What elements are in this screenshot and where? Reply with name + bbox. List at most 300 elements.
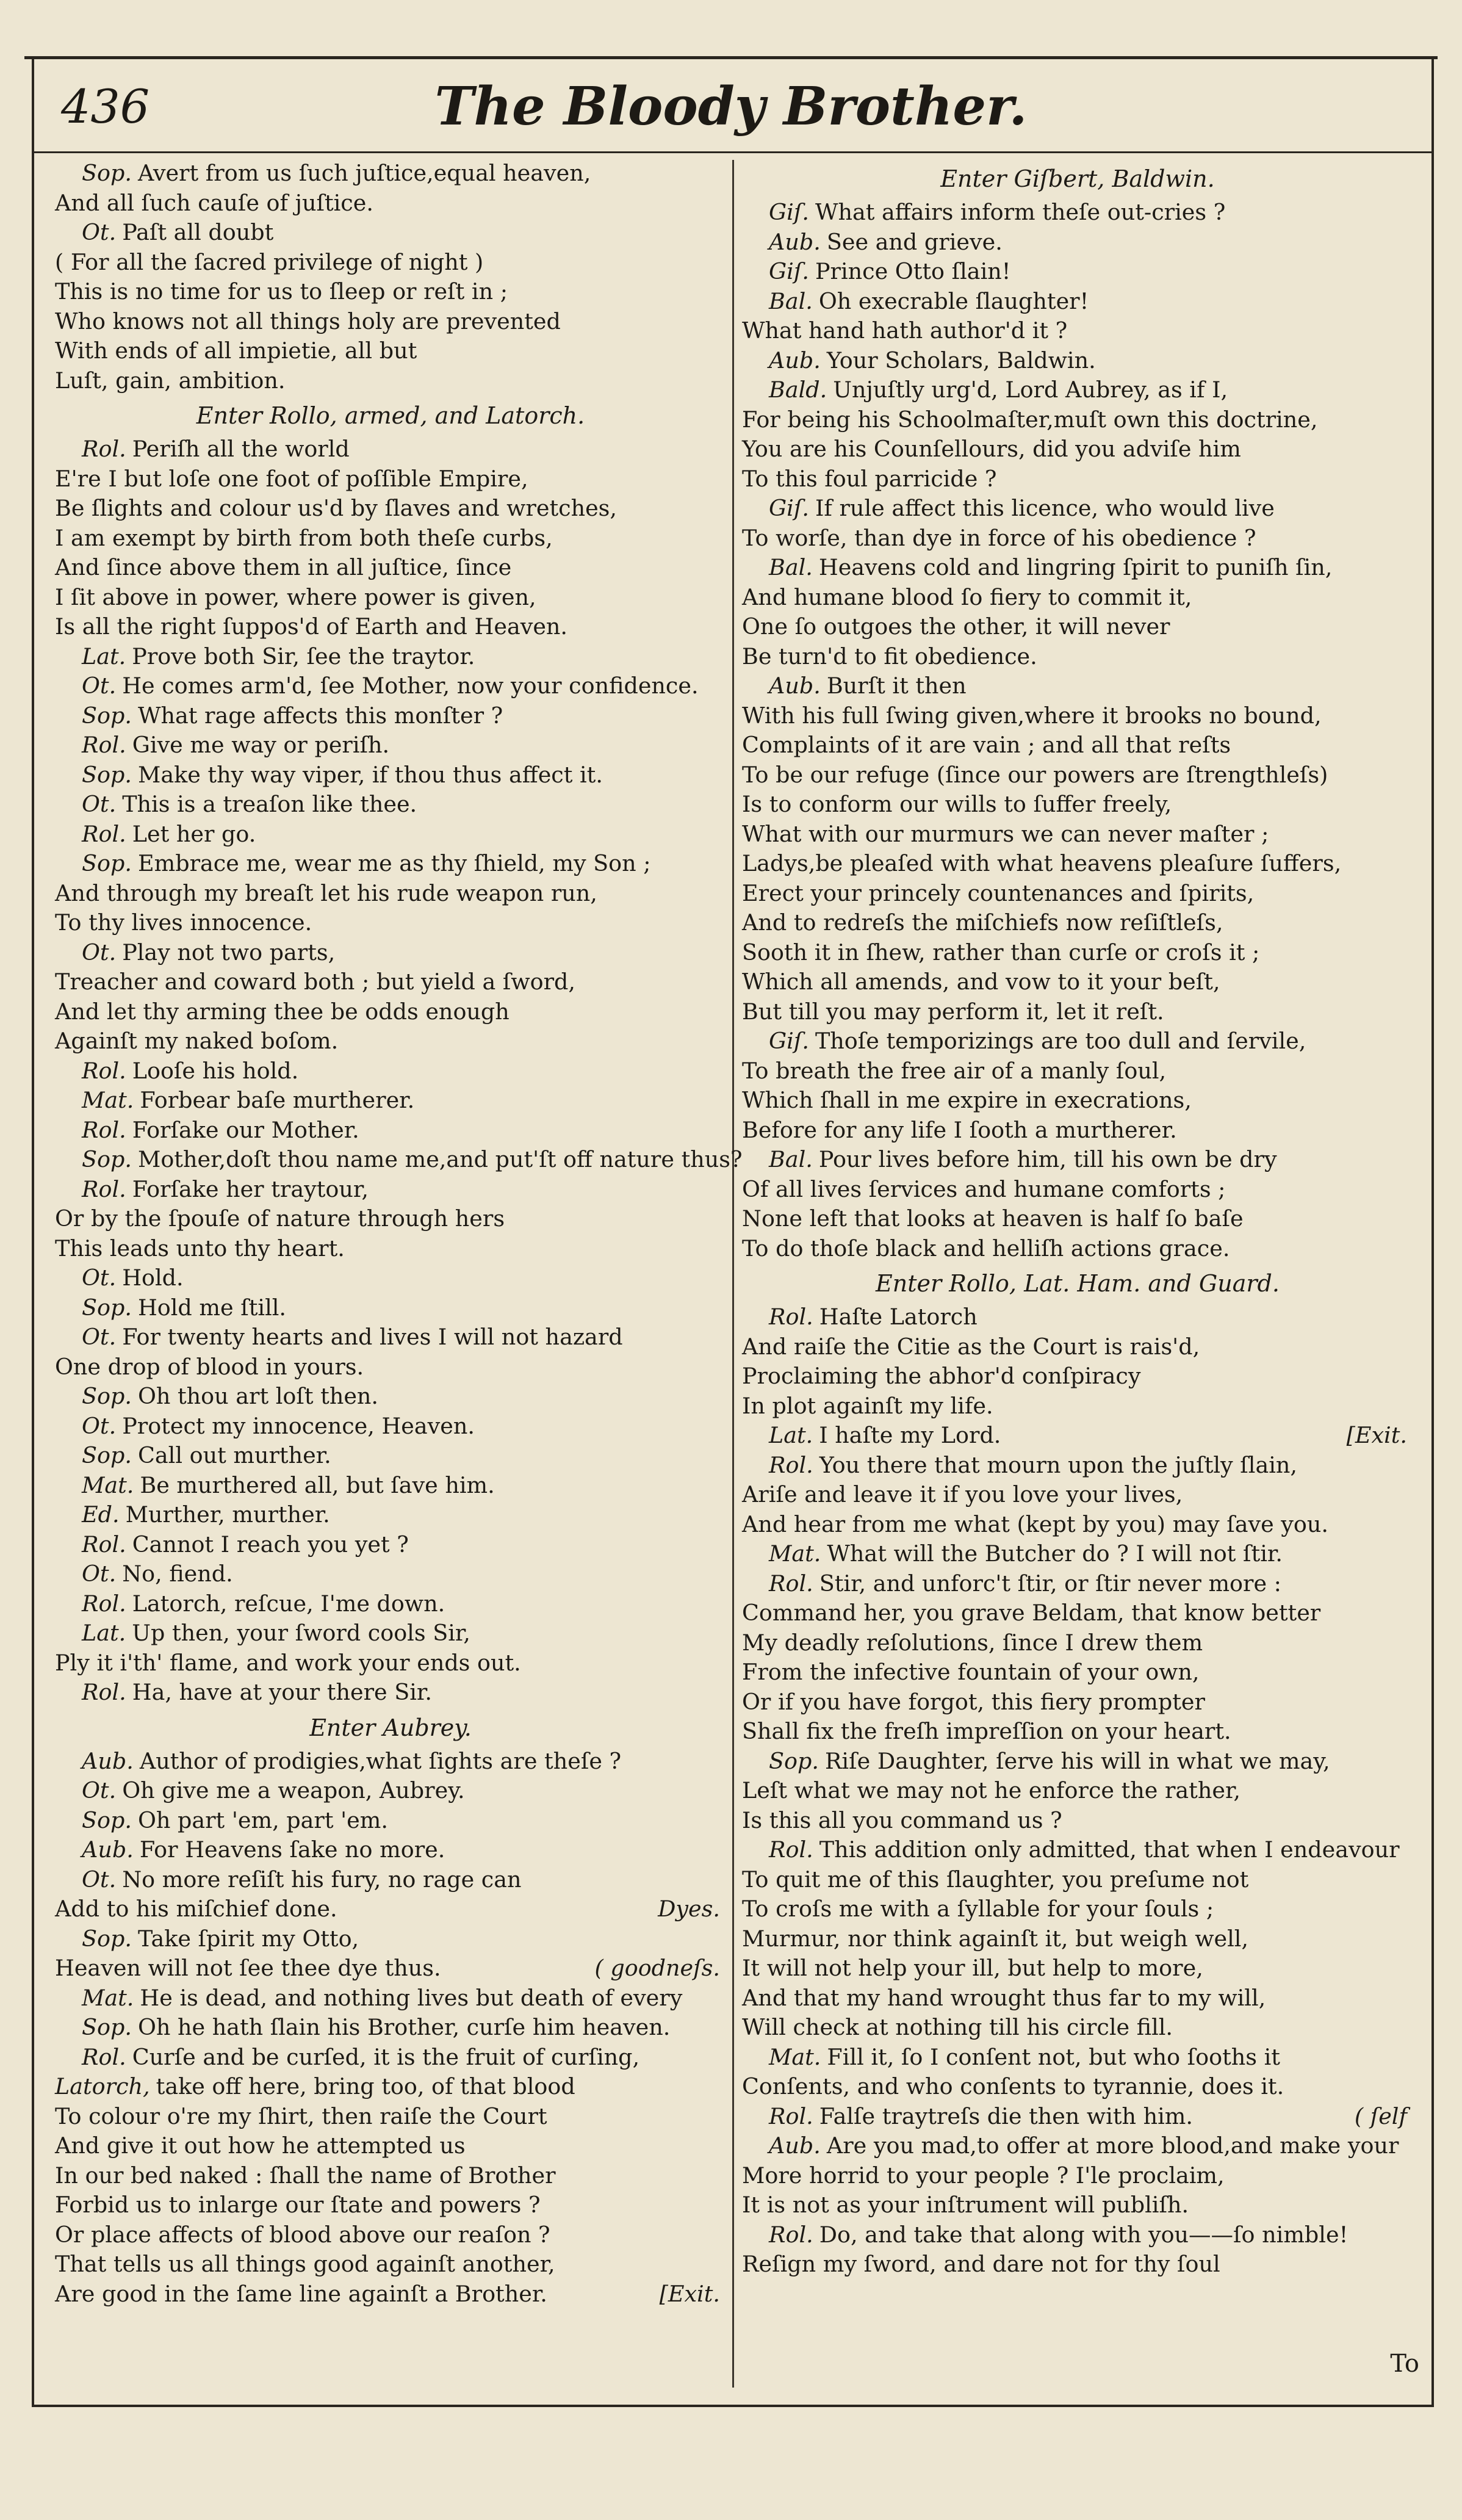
line-text: Paſt all doubt [122,219,274,245]
verse-line [742,553,1413,583]
line-text: Are you mad,to offer at more blood,and make your [826,2132,1399,2159]
verse-line [55,967,726,997]
verse-line [55,1323,726,1352]
line-text: Be murthered all, but ſave him. [140,1471,495,1498]
speaker-label: Ot. [82,791,117,817]
line-text: Enter Aubrey. [309,1714,472,1741]
line-text: Or place affects of blood above our reaſon ? [55,2221,550,2248]
line-text: Pour lives before him, till his own be dry [818,1146,1277,1172]
line-text: And let thy arming thee be odds enough [55,998,510,1025]
line-text: To breath the free air of a manly ſoul, [742,1057,1167,1084]
verse-line [55,2013,726,2043]
line-text: I ſit above in power, where power is given, [55,583,536,610]
verse-line [55,1056,726,1086]
speaker-label: Ot. [82,1561,117,1587]
speaker-label: Rol. [82,732,126,758]
verse-line [742,346,1413,376]
verse-line [55,524,726,554]
speaker-label: Rol. [82,1590,126,1617]
speaker-label: Sop. [82,702,132,729]
line-text: To colour o're my ſhirt, then raiſe the Court [55,2103,547,2129]
verse-line [55,435,726,464]
speaker-label: Rol. [82,1057,126,1084]
stage-direction [742,159,1413,198]
speaker-label: Aub. [82,1836,134,1863]
line-text: For twenty hearts and lives I will not hazard [122,1324,623,1350]
line-text: What with our murmurs we can never maſter ; [742,820,1269,847]
line-text: I am exempt by birth from both theſe curbs, [55,524,553,551]
line-text: Murther, murther. [125,1501,330,1528]
line-text: Your Scholars, Baldwin. [826,347,1096,374]
verse-line [55,1924,726,1954]
line-text: Reſign my ſword, and dare not for thy ſoul [742,2251,1220,2277]
speaker-label: Bal. [769,554,813,580]
line-text: Is all the right ſuppos'd of Earth and Heaven. [55,613,568,640]
verse-line [742,1924,1413,1954]
line-text: Oh execrable ſlaughter! [818,287,1089,314]
speaker-label: Sop. [82,1925,132,1952]
speaker-label: Ot. [82,939,117,966]
line-text: Forbear baſe murtherer. [140,1087,415,1113]
verse-line [742,1776,1413,1806]
line-text: He is dead, and nothing lives but death of every [140,1984,683,2011]
verse-line [742,760,1413,790]
speaker-label: Sop. [769,1747,819,1774]
speaker-label: Ot. [82,1777,117,1803]
verse-line [55,218,726,248]
right-margin-note: Dyes. [658,1896,720,1922]
verse-line [55,790,726,820]
line-text: Which ſhall in me expire in execrations, [742,1087,1192,1113]
verse-line [742,1806,1413,1836]
speaker-label: Mat. [82,1087,134,1113]
line-text: Unjuſtly urg'd, Lord Aubrey, as if I, [833,377,1228,403]
verse-line [55,1027,726,1056]
verse-line [742,1569,1413,1599]
running-title: The Bloody Brother. [434,76,1028,137]
line-text: No, fiend. [122,1561,233,1587]
verse-line [742,938,1413,968]
speaker-label: Giſ. [769,1028,809,1054]
verse-line [742,464,1413,494]
line-text: And give it out how he attempted us [55,2132,466,2159]
speaker-label: Sop. [82,1807,132,1833]
speaker-label: Rol. [82,1531,126,1558]
speaker-label: Rol. [82,2043,126,2070]
speaker-label: Giſ. [769,495,809,521]
verse-line [742,731,1413,760]
verse-line [742,2131,1413,2161]
verse-line [742,1302,1413,1332]
page-header [43,67,1419,146]
verse-line [742,967,1413,997]
line-text: It is not as your inſtrument will publiſh. [742,2192,1189,2218]
line-text: take off here, bring too, of that blood [156,2073,575,2099]
line-text: What rage affects this monſter ? [137,702,503,729]
line-text: What affairs inform theſe out-cries ? [815,199,1226,225]
verse-line [742,1086,1413,1116]
line-text: Conſents, and who conſents to tyrannie, does it. [742,2073,1284,2099]
verse-line [742,1688,1413,1717]
verse-line [742,2102,1413,2132]
speaker-label: Lat. [82,1620,126,1646]
verse-line [55,1559,726,1589]
speaker-label: Sop. [82,1294,132,1321]
speaker-label: Rol. [82,1116,126,1143]
line-text: Heaven will not ſee thee dye thus. [55,1955,441,1981]
verse-line [55,1747,726,1777]
verse-line [742,405,1413,435]
line-text: Avert from us ſuch juſtice,equal heaven, [137,160,591,186]
verse-line [55,1204,726,1234]
verse-line [742,435,1413,464]
speaker-label: Rol. [82,820,126,847]
verse-line [742,1204,1413,1234]
verse-line [55,583,726,613]
speaker-label: Sop. [82,2014,132,2040]
verse-line [55,1500,726,1530]
line-text: But till you may perform it, let it reſt. [742,998,1164,1025]
line-text: Curſe and be curſed, it is the fruit of curſing, [132,2043,640,2070]
speaker-label: Rol. [82,1175,126,1202]
line-text: Murmur, nor think againſt it, but weigh well, [742,1925,1249,1952]
line-text: Oh thou art loſt then. [137,1383,379,1409]
line-text: This leads unto thy heart. [55,1235,345,1262]
speaker-label: Mat. [769,1540,821,1567]
line-text: To thy lives innocence. [55,909,312,936]
speaker-label: Ot. [82,1412,117,1439]
stage-direction [55,1708,726,1747]
line-text: And that my hand wrought thus far to my will, [742,1984,1266,2011]
verse-line [742,198,1413,228]
verse-line [55,731,726,760]
line-text: Riſe Daughter, ſerve his will in what we may, [824,1747,1330,1774]
verse-line [55,1776,726,1806]
speaker-label: Aub. [769,673,821,699]
line-text: Periſh all the world [132,436,350,462]
page-number: 436 [61,79,150,134]
speaker-label: Aub. [769,228,821,255]
verse-line [742,1145,1413,1175]
verse-line [55,159,726,189]
line-text: Command her, you grave Beldam, that know better [742,1600,1321,1626]
line-text: Proclaiming the abhor'd conſpiracy [742,1363,1141,1389]
verse-line [742,642,1413,672]
verse-line [742,316,1413,346]
line-text: Enter Rollo, armed, and Latorch. [196,402,585,429]
line-text: Forbid us to inlarge our ſtate and powers ? [55,2192,541,2218]
line-text: Author of prodigies,what ſights are theſe ? [139,1747,622,1774]
verse-line [55,464,726,494]
line-text: Enter Giſbert, Baldwin. [940,165,1215,192]
line-text: What hand hath author'd it ? [742,317,1068,344]
catchword: To [1390,2350,1419,2378]
verse-line [742,375,1413,405]
verse-line [55,820,726,850]
verse-line [55,1954,726,1984]
verse-line [742,908,1413,938]
line-text: For being his Schoolmaſter,muſt own this doctrine, [742,406,1318,433]
line-text: One drop of blood in yours. [55,1353,364,1380]
line-text: And all ſuch cauſe of juſtice. [55,189,373,216]
left-column [55,159,743,2309]
line-text: Up then, your ſword cools Sir, [132,1620,470,1646]
line-text: Enter Rollo, Lat. Ham. and Guard. [876,1270,1280,1297]
speaker-label: Ot. [82,1324,117,1350]
verse-line [742,257,1413,287]
verse-line [55,189,726,218]
speaker-label: Lat. [769,1422,813,1448]
line-text: I haſte my Lord. [819,1422,1001,1448]
line-text: See and grieve. [826,228,1003,255]
line-text: Hold me ſtill. [137,1294,287,1321]
line-text: No more reſiſt his fury, no rage can [122,1866,522,1893]
frame-top-rule [24,56,1438,59]
verse-line [742,494,1413,524]
verse-line [55,2131,726,2161]
speaker-label: Giſ. [769,199,809,225]
verse-line [55,2220,726,2250]
verse-line [742,1027,1413,1056]
verse-line [55,908,726,938]
line-text: Treacher and coward both ; but yield a ſword, [55,969,576,995]
verse-line [55,277,726,307]
header-rule [34,151,1431,153]
frame-right-rule [1431,56,1434,2407]
line-text: For Heavens ſake no more. [139,1836,445,1863]
line-text: Erect your princely countenances and ſpirits, [742,879,1255,906]
speaker-label: Sop. [82,1383,132,1409]
verse-line [742,1894,1413,1924]
speaker-label: Mat. [769,2043,821,2070]
verse-line [55,1865,726,1895]
verse-line [742,1480,1413,1510]
speaker-label: Sop. [82,1442,132,1468]
line-text: Be ſlights and colour us'd by ſlaves and wretches, [55,495,618,521]
line-text: Ariſe and leave it if you love your lives, [742,1481,1183,1507]
line-text: To be our refuge (ſince our powers are ſtrengthleſs) [742,761,1328,788]
speaker-label: Rol. [769,1304,813,1330]
line-text: None left that looks at heaven is half ſo baſe [742,1205,1244,1232]
verse-line [742,1954,1413,1984]
line-text: Play not two parts, [122,939,336,966]
verse-line [55,1086,726,1116]
verse-line [55,2280,726,2309]
verse-line [55,1648,726,1678]
line-text: Fill it, ſo I conſent not, but who ſooths it [827,2043,1280,2070]
line-text: Ladys,be pleaſed with what heavens pleaſure ſuffers, [742,850,1342,876]
verse-line [742,1747,1413,1777]
line-text: From the infective fountain of your own, [742,1659,1200,1685]
line-text: One ſo outgoes the other, it will never [742,613,1170,640]
line-text: And ſince above them in all juſtice, ſince [55,554,512,580]
right-margin-note: ( goodneſs. [594,1955,720,1981]
verse-line [742,1451,1413,1481]
verse-line [55,1234,726,1264]
speaker-label: Ot. [82,219,117,245]
line-text: Do, and take that along with you——ſo nimble! [819,2221,1349,2248]
verse-line [742,879,1413,909]
verse-line [55,1835,726,1865]
verse-line [742,1056,1413,1086]
line-text: If rule affect this licence, who would live [815,495,1275,521]
line-text: To worſe, than dye in force of his obedience ? [742,524,1256,551]
speaker-label: Lat. [82,643,126,670]
line-text: You are his Counſellours, did you adviſe him [742,436,1241,462]
line-text: Forſake our Mother. [132,1116,359,1143]
verse-line [55,1263,726,1293]
verse-line [55,1806,726,1836]
line-text: What will the Butcher do ? I will not ſtir. [827,1540,1283,1567]
verse-line [55,1678,726,1708]
line-text: This is no time for us to ſleep or reſt in ; [55,278,508,305]
line-text: Call out murther. [137,1442,331,1468]
verse-line [55,2043,726,2073]
verse-line [742,1234,1413,1264]
line-text: And raiſe the Citie as the Court is rais'd, [742,1333,1200,1360]
verse-line [742,2250,1413,2280]
verse-line [55,248,726,278]
line-text: To quit me of this ſlaughter, you preſume not [742,1866,1249,1893]
line-text: Oh part 'em, part 'em. [137,1807,388,1833]
verse-line [742,2161,1413,2191]
verse-line [742,612,1413,642]
column-divider [732,160,734,2388]
line-text: Make thy way viper, if thou thus affect it. [137,761,603,788]
right-margin-note: ( ſelf [1354,2103,1407,2129]
speaker-label: Aub. [769,2132,821,2159]
line-text: Mother,doſt thou name me,and put'ſt off nature thus? [137,1146,743,1172]
line-text: And hear from me what (kept by you) may ſave you. [742,1511,1329,1537]
verse-line [55,553,726,583]
verse-line [742,1984,1413,2013]
line-text: Is to conform our wills to ſuffer freely, [742,791,1172,817]
verse-line [742,1510,1413,1540]
line-text: My deadly reſolutions, ſince I drew them [742,1629,1203,1656]
line-text: Prince Otto ſlain! [815,258,1011,284]
line-text: Will check at nothing till his circle fill. [742,2014,1173,2040]
line-text: Give me way or periſh. [132,732,390,758]
line-text: To this foul parricide ? [742,465,997,492]
verse-line [55,997,726,1027]
verse-line [55,2102,726,2132]
line-text: Are good in the ſame line againſt a Brother. [55,2280,547,2307]
line-text: Looſe his hold. [132,1057,299,1084]
speaker-label: Bal. [769,287,813,314]
verse-line [55,1530,726,1560]
line-text: He comes arm'd, ſee Mother, now your confidence. [122,673,699,699]
line-text: ( For all the ſacred privilege of night ) [55,248,484,275]
speaker-label: Aub. [82,1747,134,1774]
line-text: Or by the ſpouſe of nature through hers [55,1205,505,1232]
line-text: Let her go. [132,820,256,847]
verse-line [742,1717,1413,1747]
line-text: You there that mourn upon the juſtly ſlain, [819,1451,1297,1478]
verse-line [55,701,726,731]
verse-line [55,1471,726,1501]
line-text: It will not help your ill, but help to more, [742,1955,1203,1981]
stage-direction [742,1263,1413,1302]
right-margin-note: [Exit. [659,2280,720,2307]
verse-line [742,1628,1413,1658]
line-text: Latorch, reſcue, I'me down. [132,1590,445,1617]
line-text: Which all amends, and vow to it your beſt, [742,969,1220,995]
speaker-label: Bal. [769,1146,813,1172]
verse-line [55,1412,726,1442]
line-text: Cannot I reach you yet ? [132,1531,409,1558]
speaker-label: Ed. [82,1501,120,1528]
line-text: In our bed naked : ſhall the name of Brother [55,2162,556,2189]
line-text: Of all lives ſervices and humane comforts ; [742,1175,1226,1202]
verse-line [742,1421,1413,1451]
verse-line [742,2043,1413,2073]
stage-direction [55,395,726,435]
speaker-label: Rol. [82,436,126,462]
verse-line [55,1984,726,2013]
line-text: Embrace me, wear me as thy ſhield, my Son ; [137,850,651,876]
line-text: Leſt what we may not he enforce the rather, [742,1777,1241,1803]
line-text: With his full ſwing given,where it brooks no bound, [742,702,1322,729]
verse-line [55,1894,726,1924]
speaker-label: Sop. [82,1146,132,1172]
speaker-label: Ot. [82,673,117,699]
speaker-label: Sop. [82,761,132,788]
verse-line [55,671,726,701]
speaker-label: Sop. [82,850,132,876]
line-text: Or if you have forgot, this fiery prompter [742,1688,1205,1715]
line-text: Is this all you command us ? [742,1807,1062,1833]
line-text: Oh he hath ſlain his Brother, curſe him heaven. [137,2014,671,2040]
line-text: Ply it i'th' flame, and work your ends out. [55,1649,521,1676]
verse-line [742,790,1413,820]
line-text: Heavens cold and lingring ſpirit to puniſh ſin, [818,554,1333,580]
verse-line [55,849,726,879]
line-text: Prove both Sir, ſee the traytor. [132,643,475,670]
line-text: More horrid to your people ? I'le proclaim, [742,2162,1225,2189]
verse-line [55,1145,743,1175]
verse-line [742,228,1413,258]
line-text: And humane blood ſo fiery to commit it, [742,583,1192,610]
verse-line [742,2190,1413,2220]
line-text: Hold. [122,1265,184,1291]
line-text: E're I but loſe one foot of poſſible Empire, [55,465,528,492]
line-text: And through my breaſt let his rude weapon run, [55,879,597,906]
verse-line [55,2072,726,2102]
line-text: This is a treaſon like thee. [122,791,417,817]
speaker-label: Rol. [769,2221,813,2248]
line-text: Add to his miſchief done. [55,1896,337,1922]
line-text: Stir, and unforc't ſtir, or ſtir never more : [819,1570,1281,1597]
verse-line [742,1362,1413,1392]
line-text: Thoſe temporizings are too dull and ſervile, [815,1028,1306,1054]
speaker-label: Ot. [82,1866,117,1893]
speaker-label: Ot. [82,1265,117,1291]
verse-line [55,1352,726,1382]
line-text: Sooth it in ſhew, rather than curſe or croſs it ; [742,939,1260,966]
speaker-label: Rol. [769,2103,813,2129]
verse-line [742,849,1413,879]
verse-line [742,701,1413,731]
speaker-label: Mat. [82,1984,134,2011]
speaker-label: Aub. [769,347,821,374]
speaker-label: Rol. [769,1451,813,1478]
verse-line [55,1619,726,1648]
verse-line [742,1116,1413,1146]
verse-line [742,583,1413,613]
line-text: To croſs me with a ſyllable for your ſouls ; [742,1896,1214,1922]
speaker-label: Giſ. [769,258,809,284]
verse-line [742,2072,1413,2102]
